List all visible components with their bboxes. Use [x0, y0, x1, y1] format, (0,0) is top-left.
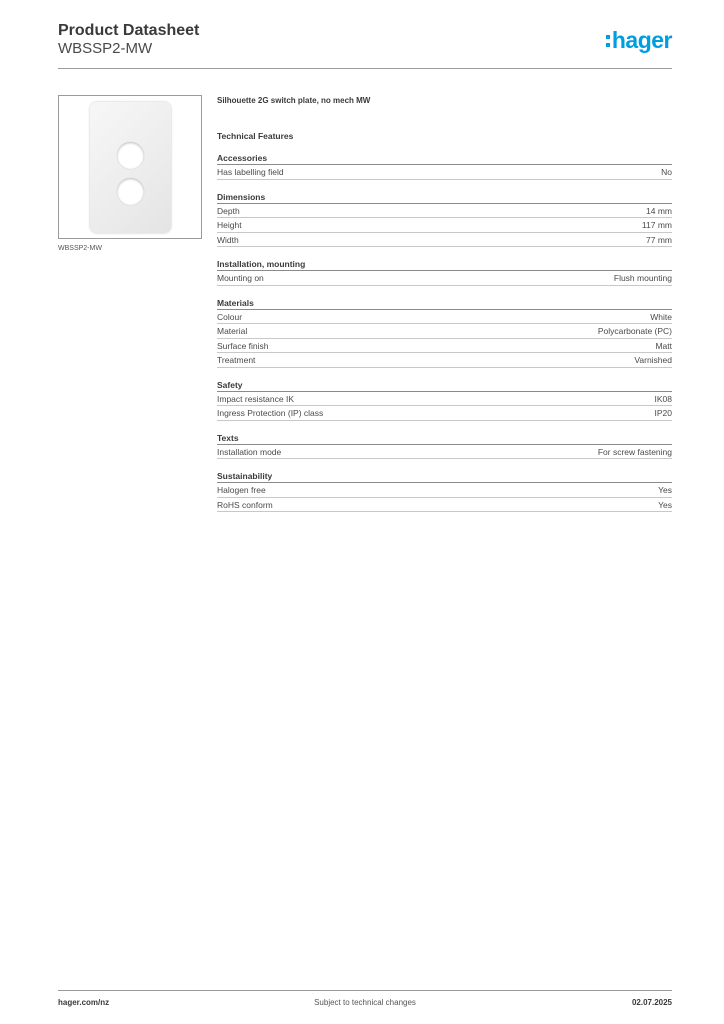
feature-label: Halogen free — [217, 485, 266, 495]
feature-label: Width — [217, 234, 239, 245]
image-caption: WBSSP2-MW — [58, 245, 102, 252]
feature-row — [217, 339, 672, 354]
feature-label: Surface finish — [217, 340, 269, 351]
feature-row — [217, 483, 672, 498]
feature-label: Mounting on — [217, 273, 264, 283]
switch-hole-icon — [117, 178, 144, 205]
feature-label: Material — [217, 326, 248, 336]
product-description: Silhouette 2G switch plate, no mech MW — [217, 96, 371, 105]
feature-row — [217, 353, 672, 368]
section-title: Accessories — [217, 152, 672, 165]
feature-row — [217, 445, 672, 460]
feature-row — [217, 233, 672, 248]
section-title: Materials — [217, 297, 672, 310]
section-title: Safety — [217, 379, 672, 392]
section-title: Installation, mounting — [217, 258, 672, 271]
product-image — [58, 95, 202, 239]
feature-value: 77 mm — [646, 234, 672, 245]
feature-section — [217, 258, 672, 286]
logo-text: hager — [611, 27, 672, 53]
feature-row — [217, 324, 672, 339]
feature-sections — [217, 152, 672, 512]
section-title: Texts — [217, 432, 672, 445]
feature-value: White — [650, 311, 672, 322]
feature-section — [217, 191, 672, 248]
feature-row — [217, 271, 672, 286]
feature-value: 14 mm — [646, 205, 672, 216]
feature-row — [217, 165, 672, 180]
feature-row — [217, 406, 672, 421]
feature-label: Impact resistance IK — [217, 393, 295, 404]
product-code: WBSSP2-MW — [58, 40, 153, 57]
hager-logo — [606, 27, 672, 53]
feature-value: 117 mm — [641, 220, 672, 230]
feature-value: IK08 — [654, 393, 672, 404]
section-title: Dimensions — [217, 191, 672, 204]
feature-label: Depth — [217, 205, 240, 216]
feature-value: Polycarbonate (PC) — [597, 326, 672, 336]
feature-value: Yes — [658, 499, 672, 510]
feature-label: Has labelling field — [217, 167, 284, 177]
footer-date: 02.07.2025 — [631, 998, 672, 1007]
feature-row — [217, 218, 672, 233]
feature-value: Yes — [658, 485, 672, 495]
section-title: Sustainability — [217, 470, 672, 483]
feature-label: RoHS conform — [217, 499, 273, 510]
feature-label: Colour — [217, 311, 243, 322]
footer-website: hager.com/nz — [58, 998, 110, 1007]
document-title: Product Datasheet — [58, 22, 200, 39]
feature-value: Matt — [655, 340, 672, 351]
feature-value: IP20 — [654, 408, 672, 418]
feature-section — [217, 379, 672, 421]
footer-divider — [58, 990, 672, 991]
feature-label: Treatment — [217, 355, 256, 365]
footer-notice: Subject to technical changes — [314, 998, 416, 1007]
feature-section — [217, 470, 672, 512]
feature-label: Ingress Protection (IP) class — [217, 408, 324, 418]
header-divider — [58, 68, 672, 69]
feature-row — [217, 392, 672, 407]
logo-colon-icon — [606, 35, 610, 47]
feature-section — [217, 297, 672, 368]
feature-section — [217, 432, 672, 460]
feature-value: Flush mounting — [613, 273, 672, 283]
feature-row — [217, 498, 672, 513]
feature-value: For screw fastening — [597, 446, 672, 457]
feature-row — [217, 204, 672, 219]
switch-plate-icon — [90, 102, 171, 233]
feature-label: Height — [217, 220, 242, 230]
feature-row — [217, 310, 672, 325]
feature-value: No — [661, 167, 672, 177]
technical-features-heading: Technical Features — [217, 131, 294, 141]
switch-hole-icon — [117, 142, 144, 169]
page-header — [58, 22, 672, 70]
product-details — [217, 95, 672, 512]
feature-section — [217, 152, 672, 180]
feature-label: Installation mode — [217, 446, 282, 457]
feature-value: Varnished — [634, 355, 672, 365]
